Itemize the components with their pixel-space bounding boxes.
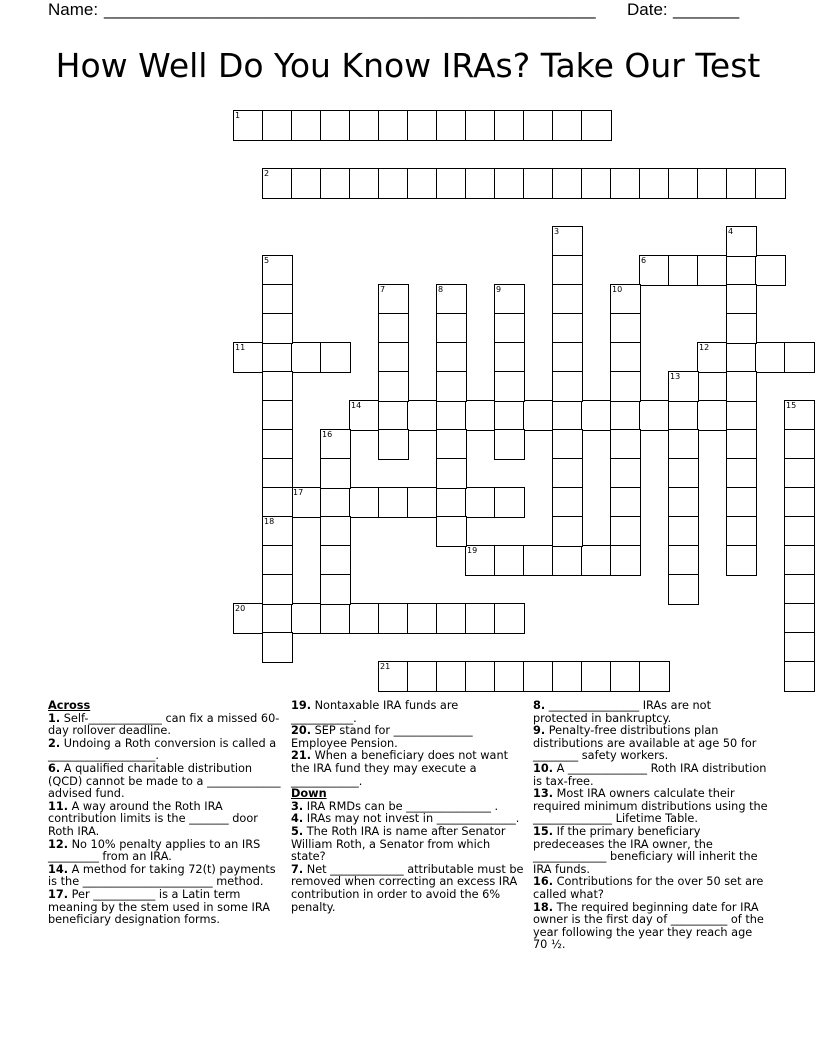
grid-cell[interactable] bbox=[668, 458, 699, 489]
clue bbox=[48, 801, 284, 839]
grid-cell[interactable] bbox=[233, 110, 264, 141]
clue-number: 8 bbox=[438, 285, 444, 294]
grid-cell[interactable] bbox=[726, 226, 757, 257]
clue-text: Per ___________ is a Latin term meaning by the stem used in some IRA beneficiary designation forms. bbox=[48, 887, 270, 927]
grid-cell[interactable] bbox=[320, 168, 351, 199]
clue-number: 1 bbox=[235, 111, 241, 120]
grid-cell[interactable] bbox=[378, 371, 409, 402]
clue-num: 9. bbox=[533, 724, 546, 738]
grid-cell[interactable] bbox=[349, 400, 380, 431]
clue-text: The Roth IRA is name after Senator William Roth, a Senator from which state? bbox=[291, 824, 506, 864]
grid-cell[interactable] bbox=[262, 342, 293, 373]
clue-num: 14. bbox=[48, 862, 69, 876]
grid-cell[interactable] bbox=[320, 487, 351, 518]
grid-cell[interactable] bbox=[291, 168, 322, 199]
clue-text: Contributions for the over 50 set are called what? bbox=[533, 875, 764, 901]
clue-num: 13. bbox=[533, 787, 554, 801]
grid-cell[interactable] bbox=[436, 342, 467, 373]
clue bbox=[48, 889, 284, 927]
grid-cell[interactable] bbox=[494, 603, 525, 634]
grid-cell[interactable] bbox=[436, 603, 467, 634]
grid-cell[interactable] bbox=[233, 603, 264, 634]
grid-cell[interactable] bbox=[436, 400, 467, 431]
grid-cell[interactable] bbox=[726, 313, 757, 344]
grid-cell[interactable] bbox=[320, 429, 351, 460]
grid-cell[interactable] bbox=[378, 429, 409, 460]
grid-cell[interactable] bbox=[436, 284, 467, 315]
clue-text: Most IRA owners calculate their required minimum distributions using the ______________ Lifetime Table. bbox=[533, 787, 768, 826]
clues-across bbox=[48, 700, 284, 927]
clue-num: 19. bbox=[291, 699, 312, 712]
grid-cell[interactable] bbox=[668, 545, 699, 576]
grid-cell[interactable] bbox=[726, 284, 757, 315]
grid-cell[interactable] bbox=[262, 545, 293, 576]
grid-cell[interactable] bbox=[494, 313, 525, 344]
grid-cell[interactable] bbox=[494, 429, 525, 460]
grid-cell[interactable] bbox=[552, 313, 583, 344]
clues-right bbox=[533, 700, 769, 952]
grid-cell[interactable] bbox=[262, 429, 293, 460]
grid-cell[interactable] bbox=[726, 371, 757, 402]
clue-number: 16 bbox=[322, 430, 333, 439]
grid-cell[interactable] bbox=[610, 545, 641, 576]
grid-cell[interactable] bbox=[523, 400, 554, 431]
clue-number: 9 bbox=[496, 285, 502, 294]
clue bbox=[48, 713, 284, 738]
grid-cell[interactable] bbox=[465, 603, 496, 634]
clue bbox=[291, 725, 527, 750]
clue-text: When a beneficiary does not want the IRA fund they may execute a ____________. bbox=[291, 749, 509, 788]
grid-cell[interactable] bbox=[784, 661, 815, 692]
grid-cell[interactable] bbox=[610, 313, 641, 344]
clue-text: A method for taking 72(t) payments is the _______________________ method. bbox=[48, 862, 276, 889]
grid-cell[interactable] bbox=[784, 545, 815, 576]
grid-cell[interactable] bbox=[552, 458, 583, 489]
grid-cell[interactable] bbox=[552, 255, 583, 286]
grid-cell[interactable] bbox=[726, 255, 757, 286]
grid-cell[interactable] bbox=[552, 168, 583, 199]
clue-num: 16. bbox=[533, 875, 554, 889]
grid-cell[interactable] bbox=[784, 342, 815, 373]
grid-cell[interactable] bbox=[378, 400, 409, 431]
grid-cell[interactable] bbox=[262, 632, 293, 663]
grid-cell[interactable] bbox=[610, 429, 641, 460]
grid-cell[interactable] bbox=[610, 342, 641, 373]
grid-cell[interactable] bbox=[494, 545, 525, 576]
across-cont-list bbox=[291, 700, 527, 788]
grid-cell[interactable] bbox=[436, 661, 467, 692]
grid-cell[interactable] bbox=[726, 458, 757, 489]
grid-cell[interactable] bbox=[378, 487, 409, 518]
grid-cell[interactable] bbox=[668, 487, 699, 518]
clue-text: IRAs may not invest in ______________. bbox=[303, 812, 520, 826]
grid-cell[interactable] bbox=[726, 429, 757, 460]
grid-cell[interactable] bbox=[407, 168, 438, 199]
grid-cell[interactable] bbox=[552, 371, 583, 402]
grid-cell[interactable] bbox=[726, 545, 757, 576]
grid-cell[interactable] bbox=[320, 545, 351, 576]
grid-cell[interactable] bbox=[494, 284, 525, 315]
grid-cell[interactable] bbox=[581, 545, 612, 576]
grid-cell[interactable] bbox=[320, 342, 351, 373]
grid-cell[interactable] bbox=[262, 284, 293, 315]
grid-cell[interactable] bbox=[610, 371, 641, 402]
grid-cell[interactable] bbox=[726, 400, 757, 431]
grid-cell[interactable] bbox=[697, 168, 728, 199]
clue-number: 19 bbox=[467, 546, 478, 555]
grid-cell[interactable] bbox=[726, 342, 757, 373]
clues-middle bbox=[291, 700, 527, 914]
clue-number: 17 bbox=[293, 488, 304, 497]
across-heading: Across bbox=[48, 699, 91, 712]
grid-cell[interactable] bbox=[320, 516, 351, 547]
grid-cell[interactable] bbox=[784, 458, 815, 489]
grid-cell[interactable] bbox=[262, 458, 293, 489]
grid-cell[interactable] bbox=[436, 313, 467, 344]
grid-cell[interactable] bbox=[610, 458, 641, 489]
grid-cell[interactable] bbox=[639, 168, 670, 199]
clue-number: 18 bbox=[264, 517, 275, 526]
grid-cell[interactable] bbox=[668, 168, 699, 199]
clue-num: 18. bbox=[533, 900, 554, 914]
grid-cell[interactable] bbox=[552, 284, 583, 315]
grid-cell[interactable] bbox=[378, 284, 409, 315]
grid-cell[interactable] bbox=[349, 168, 380, 199]
clue-num: 8. bbox=[533, 699, 546, 712]
grid-cell[interactable] bbox=[610, 168, 641, 199]
grid-cell[interactable] bbox=[523, 661, 554, 692]
clue-text: A qualified charitable distribution (QCD) cannot be made to a _____________ advised fund. bbox=[48, 761, 281, 801]
grid-cell[interactable] bbox=[552, 516, 583, 547]
clue bbox=[291, 826, 527, 864]
grid-cell[interactable] bbox=[262, 603, 293, 634]
clue-text: Self-_____________ can fix a missed 60-day rollover deadline. bbox=[48, 711, 280, 738]
clue-number: 3 bbox=[554, 227, 560, 236]
date-label: Date: bbox=[627, 0, 668, 19]
grid-cell[interactable] bbox=[552, 545, 583, 576]
name-label: Name: bbox=[48, 0, 99, 19]
grid-cell[interactable] bbox=[436, 458, 467, 489]
grid-cell[interactable] bbox=[610, 516, 641, 547]
grid-cell[interactable] bbox=[726, 516, 757, 547]
clue-text: A way around the Roth IRA contribution limits is the _______ door Roth IRA. bbox=[48, 799, 258, 838]
grid-cell[interactable] bbox=[436, 516, 467, 547]
clue bbox=[533, 763, 769, 788]
clue bbox=[533, 700, 769, 725]
clue-text: Undoing a Roth conversion is called a ___________________. bbox=[48, 736, 277, 763]
grid-cell[interactable] bbox=[233, 342, 264, 373]
clue-num: 15. bbox=[533, 824, 554, 838]
grid-cell[interactable] bbox=[407, 661, 438, 692]
clue-num: 7. bbox=[291, 862, 304, 876]
down-cont-list bbox=[533, 700, 769, 952]
grid-cell[interactable] bbox=[378, 661, 409, 692]
grid-cell[interactable] bbox=[262, 255, 293, 286]
grid-cell[interactable] bbox=[465, 168, 496, 199]
grid-cell[interactable] bbox=[552, 487, 583, 518]
clue bbox=[48, 738, 284, 763]
grid-cell[interactable] bbox=[784, 574, 815, 605]
grid-cell[interactable] bbox=[262, 313, 293, 344]
grid-cell[interactable] bbox=[726, 487, 757, 518]
grid-cell[interactable] bbox=[784, 632, 815, 663]
down-list bbox=[291, 801, 527, 914]
clue-number: 7 bbox=[380, 285, 386, 294]
clue-number: 5 bbox=[264, 256, 270, 265]
grid-cell[interactable] bbox=[784, 487, 815, 518]
grid-cell[interactable] bbox=[784, 603, 815, 634]
grid-cell[interactable] bbox=[523, 110, 554, 141]
grid-cell[interactable] bbox=[639, 400, 670, 431]
grid-cell[interactable] bbox=[523, 545, 554, 576]
clue-number: 20 bbox=[235, 604, 246, 613]
clue bbox=[533, 788, 769, 826]
grid-cell[interactable] bbox=[697, 255, 728, 286]
grid-cell[interactable] bbox=[262, 110, 293, 141]
clue-number: 11 bbox=[235, 343, 246, 352]
grid-cell[interactable] bbox=[407, 603, 438, 634]
clue bbox=[48, 839, 284, 864]
clue bbox=[533, 902, 769, 952]
grid-cell[interactable] bbox=[262, 168, 293, 199]
clue-num: 20. bbox=[291, 724, 312, 738]
clue bbox=[533, 876, 769, 901]
clue-num: 17. bbox=[48, 887, 69, 901]
grid-cell[interactable] bbox=[552, 429, 583, 460]
grid-cell[interactable] bbox=[262, 400, 293, 431]
grid-cell[interactable] bbox=[349, 110, 380, 141]
grid-cell[interactable] bbox=[552, 661, 583, 692]
clue-num: 10. bbox=[533, 761, 554, 775]
grid-cell[interactable] bbox=[494, 371, 525, 402]
clue-text: Nontaxable IRA funds are ___________. bbox=[291, 699, 459, 725]
grid-cell[interactable] bbox=[755, 255, 786, 286]
grid-cell[interactable] bbox=[291, 487, 322, 518]
clue-text: No 10% penalty applies to an IRS _________ from an IRA. bbox=[48, 837, 261, 864]
grid-cell[interactable] bbox=[436, 168, 467, 199]
down-heading: Down bbox=[291, 787, 327, 801]
grid-cell[interactable] bbox=[494, 400, 525, 431]
grid-cell[interactable] bbox=[262, 487, 293, 518]
grid-cell[interactable] bbox=[784, 400, 815, 431]
clue-text: Net _____________ attributable must be removed when correcting an excess IRA contribution in order to avoid the 6% penalty. bbox=[291, 862, 524, 914]
grid-cell[interactable] bbox=[320, 458, 351, 489]
clue bbox=[48, 864, 284, 889]
grid-cell[interactable] bbox=[291, 603, 322, 634]
grid-cell[interactable] bbox=[581, 661, 612, 692]
grid-cell[interactable] bbox=[697, 400, 728, 431]
clue-num: 6. bbox=[48, 761, 61, 775]
name-line[interactable]: ____________________________________________________ bbox=[104, 0, 596, 19]
clue-text: A ______________ Roth IRA distribution is tax-free. bbox=[533, 761, 767, 788]
grid-cell[interactable] bbox=[407, 487, 438, 518]
clue-text: Penalty-free distributions plan distributions are available at age 50 for ________ safety workers. bbox=[533, 724, 757, 763]
grid-cell[interactable] bbox=[581, 168, 612, 199]
grid-cell[interactable] bbox=[436, 429, 467, 460]
across-list bbox=[48, 713, 284, 927]
clue-number: 14 bbox=[351, 401, 362, 410]
grid-cell[interactable] bbox=[436, 487, 467, 518]
grid-cell[interactable] bbox=[349, 487, 380, 518]
grid-cell[interactable] bbox=[784, 429, 815, 460]
grid-cell[interactable] bbox=[465, 545, 496, 576]
grid-cell[interactable] bbox=[494, 110, 525, 141]
page-title: How Well Do You Know IRAs? Take Our Test bbox=[55, 46, 761, 85]
grid-cell[interactable] bbox=[610, 661, 641, 692]
clue-num: 11. bbox=[48, 799, 69, 813]
clue-num: 12. bbox=[48, 837, 69, 851]
grid-cell[interactable] bbox=[407, 400, 438, 431]
grid-cell[interactable] bbox=[610, 400, 641, 431]
grid-cell[interactable] bbox=[581, 400, 612, 431]
clue-number: 15 bbox=[786, 401, 797, 410]
grid-cell[interactable] bbox=[349, 603, 380, 634]
clue-num: 21. bbox=[291, 749, 312, 763]
grid-cell[interactable] bbox=[668, 516, 699, 547]
grid-cell[interactable] bbox=[436, 110, 467, 141]
grid-cell[interactable] bbox=[291, 342, 322, 373]
grid-cell[interactable] bbox=[262, 574, 293, 605]
grid-cell[interactable] bbox=[378, 603, 409, 634]
grid-cell[interactable] bbox=[552, 342, 583, 373]
clue-num: 2. bbox=[48, 736, 61, 750]
clue-number: 13 bbox=[670, 372, 681, 381]
grid-cell[interactable] bbox=[378, 342, 409, 373]
clue-number: 4 bbox=[728, 227, 734, 236]
grid-cell[interactable] bbox=[697, 342, 728, 373]
clue-number: 6 bbox=[641, 256, 647, 265]
grid-cell[interactable] bbox=[610, 487, 641, 518]
clue bbox=[291, 700, 527, 725]
clue-num: 3. bbox=[291, 799, 304, 813]
date-line[interactable]: _______ bbox=[673, 0, 740, 19]
grid-cell[interactable] bbox=[378, 168, 409, 199]
grid-cell[interactable] bbox=[262, 516, 293, 547]
clue-text: ________________ IRAs are not protected in bankruptcy. bbox=[533, 699, 712, 725]
grid-cell[interactable] bbox=[668, 400, 699, 431]
grid-cell[interactable] bbox=[581, 110, 612, 141]
grid-cell[interactable] bbox=[494, 342, 525, 373]
grid-cell[interactable] bbox=[755, 168, 786, 199]
clue-number: 21 bbox=[380, 662, 391, 671]
grid-cell[interactable] bbox=[552, 400, 583, 431]
grid-cell[interactable] bbox=[668, 429, 699, 460]
clue-text: The required beginning date for IRA owner is the first day of __________ of the year following the year they reach age 70 ½. bbox=[533, 900, 764, 952]
grid-cell[interactable] bbox=[494, 661, 525, 692]
clue-num: 5. bbox=[291, 824, 304, 838]
clue bbox=[48, 763, 284, 801]
grid-cell[interactable] bbox=[726, 168, 757, 199]
clue bbox=[291, 750, 527, 788]
clue-text: IRA RMDs can be _______________ . bbox=[303, 799, 499, 813]
clue bbox=[533, 826, 769, 876]
grid-cell[interactable] bbox=[668, 371, 699, 402]
clue-text: SEP stand for ______________ Employee Pension. bbox=[291, 724, 473, 750]
grid-cell[interactable] bbox=[378, 313, 409, 344]
grid-cell[interactable] bbox=[639, 661, 670, 692]
grid-cell[interactable] bbox=[523, 168, 554, 199]
grid-cell[interactable] bbox=[465, 110, 496, 141]
clue-text: If the primary beneficiary predeceases the IRA owner, the _____________ beneficiary will inherit the IRA funds. bbox=[533, 824, 758, 876]
clue-number: 10 bbox=[612, 285, 623, 294]
grid-cell[interactable] bbox=[465, 400, 496, 431]
clue-number: 12 bbox=[699, 343, 710, 352]
clue-number: 2 bbox=[264, 169, 270, 178]
grid-cell[interactable] bbox=[552, 226, 583, 257]
grid-cell[interactable] bbox=[291, 110, 322, 141]
grid-cell[interactable] bbox=[378, 110, 409, 141]
grid-cell[interactable] bbox=[465, 487, 496, 518]
grid-cell[interactable] bbox=[407, 110, 438, 141]
grid-cell[interactable] bbox=[755, 342, 786, 373]
grid-cell[interactable] bbox=[552, 110, 583, 141]
grid-cell[interactable] bbox=[436, 371, 467, 402]
grid-cell[interactable] bbox=[494, 487, 525, 518]
clue-num: 1. bbox=[48, 711, 61, 725]
grid-cell[interactable] bbox=[320, 574, 351, 605]
clue bbox=[291, 864, 527, 914]
grid-cell[interactable] bbox=[610, 284, 641, 315]
grid-cell[interactable] bbox=[668, 574, 699, 605]
grid-cell[interactable] bbox=[262, 371, 293, 402]
grid-cell[interactable] bbox=[784, 516, 815, 547]
clue bbox=[533, 725, 769, 763]
grid-cell[interactable] bbox=[320, 603, 351, 634]
grid-cell[interactable] bbox=[320, 110, 351, 141]
grid-cell[interactable] bbox=[668, 255, 699, 286]
grid-cell[interactable] bbox=[639, 255, 670, 286]
clue-num: 4. bbox=[291, 812, 304, 826]
grid-cell[interactable] bbox=[465, 661, 496, 692]
grid-cell[interactable] bbox=[494, 168, 525, 199]
